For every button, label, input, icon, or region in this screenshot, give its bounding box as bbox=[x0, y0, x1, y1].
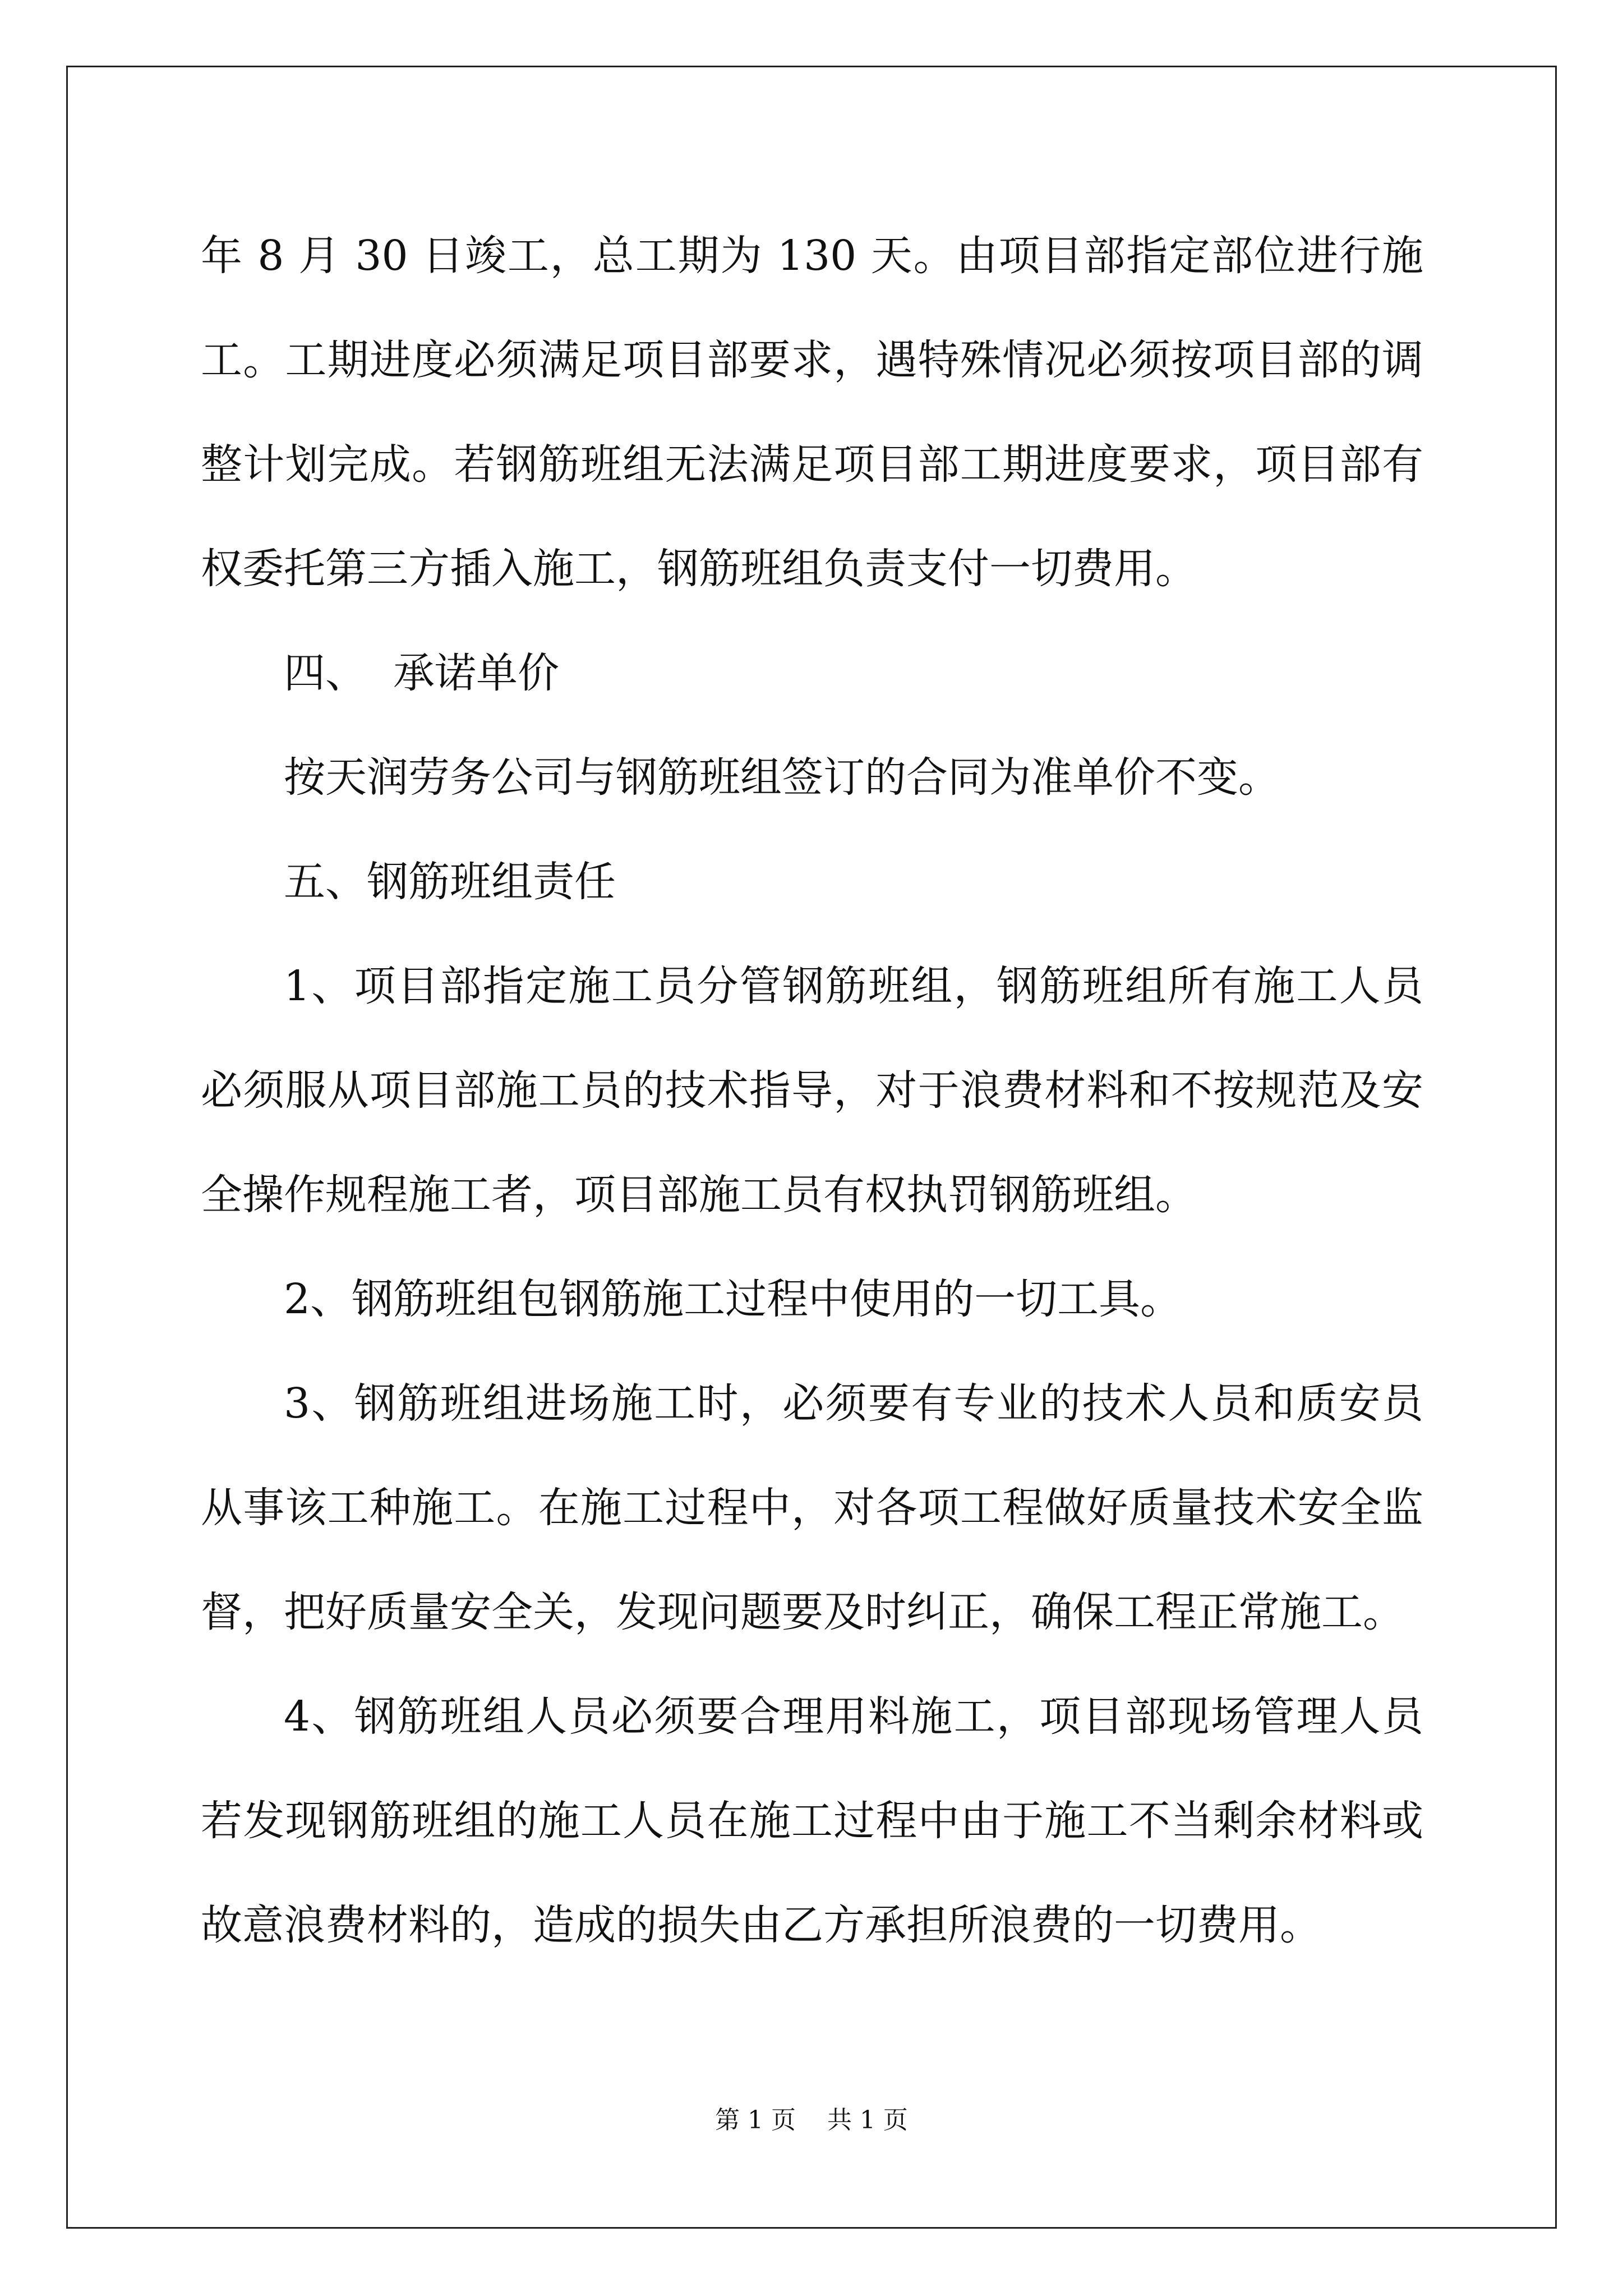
paragraph-unit-price: 按天润劳务公司与钢筋班组签订的合同为准单价不变。 bbox=[284, 753, 1280, 802]
paragraph-item-4: 4、钢筋班组人员必须要合理用料施工，项目部现场管理人员若发现钢筋班组的施工人员在施工过程中由于施工不当剩余材料或故意浪费材料的，造成的损失由乙方承担所浪费的一切费用。 bbox=[201, 1692, 1423, 1949]
section-heading-responsibility: 五、钢筋班组责任 bbox=[284, 858, 616, 906]
section-heading-unit-price: 四、 承诺单价 bbox=[284, 649, 560, 697]
paragraph-item-3: 3、钢筋班组进场施工时，必须要有专业的技术人员和质安员从事该工种施工。在施工过程中，对各项工程做好质量技术安全监督，把好质量安全关，发现问题要及时纠正，确保工程正常施工。 bbox=[201, 1379, 1423, 1636]
page-footer: 第 1 页 共 1 页 bbox=[715, 2106, 908, 2134]
paragraph-schedule: 年 8 月 30 日竣工，总工期为 130 天。由项目部指定部位进行施工。工期进度必须满足项目部要求，遇特殊情况必须按项目部的调整计划完成。若钢筋班组无法满足项目部工期进度要求，项目部有权委托第三方插入施工，钢筋班组负责支付一切费用。 bbox=[201, 232, 1423, 593]
paragraph-item-2: 2、钢筋班组包钢筋施工过程中使用的一切工具。 bbox=[284, 1275, 1182, 1323]
paragraph-item-1: 1、项目部指定施工员分管钢筋班组，钢筋班组所有施工人员必须服从项目部施工员的技术指导，对于浪费材料和不按规范及安全操作规程施工者，项目部施工员有权执罚钢筋班组。 bbox=[201, 962, 1423, 1219]
document-body bbox=[201, 204, 1423, 1977]
